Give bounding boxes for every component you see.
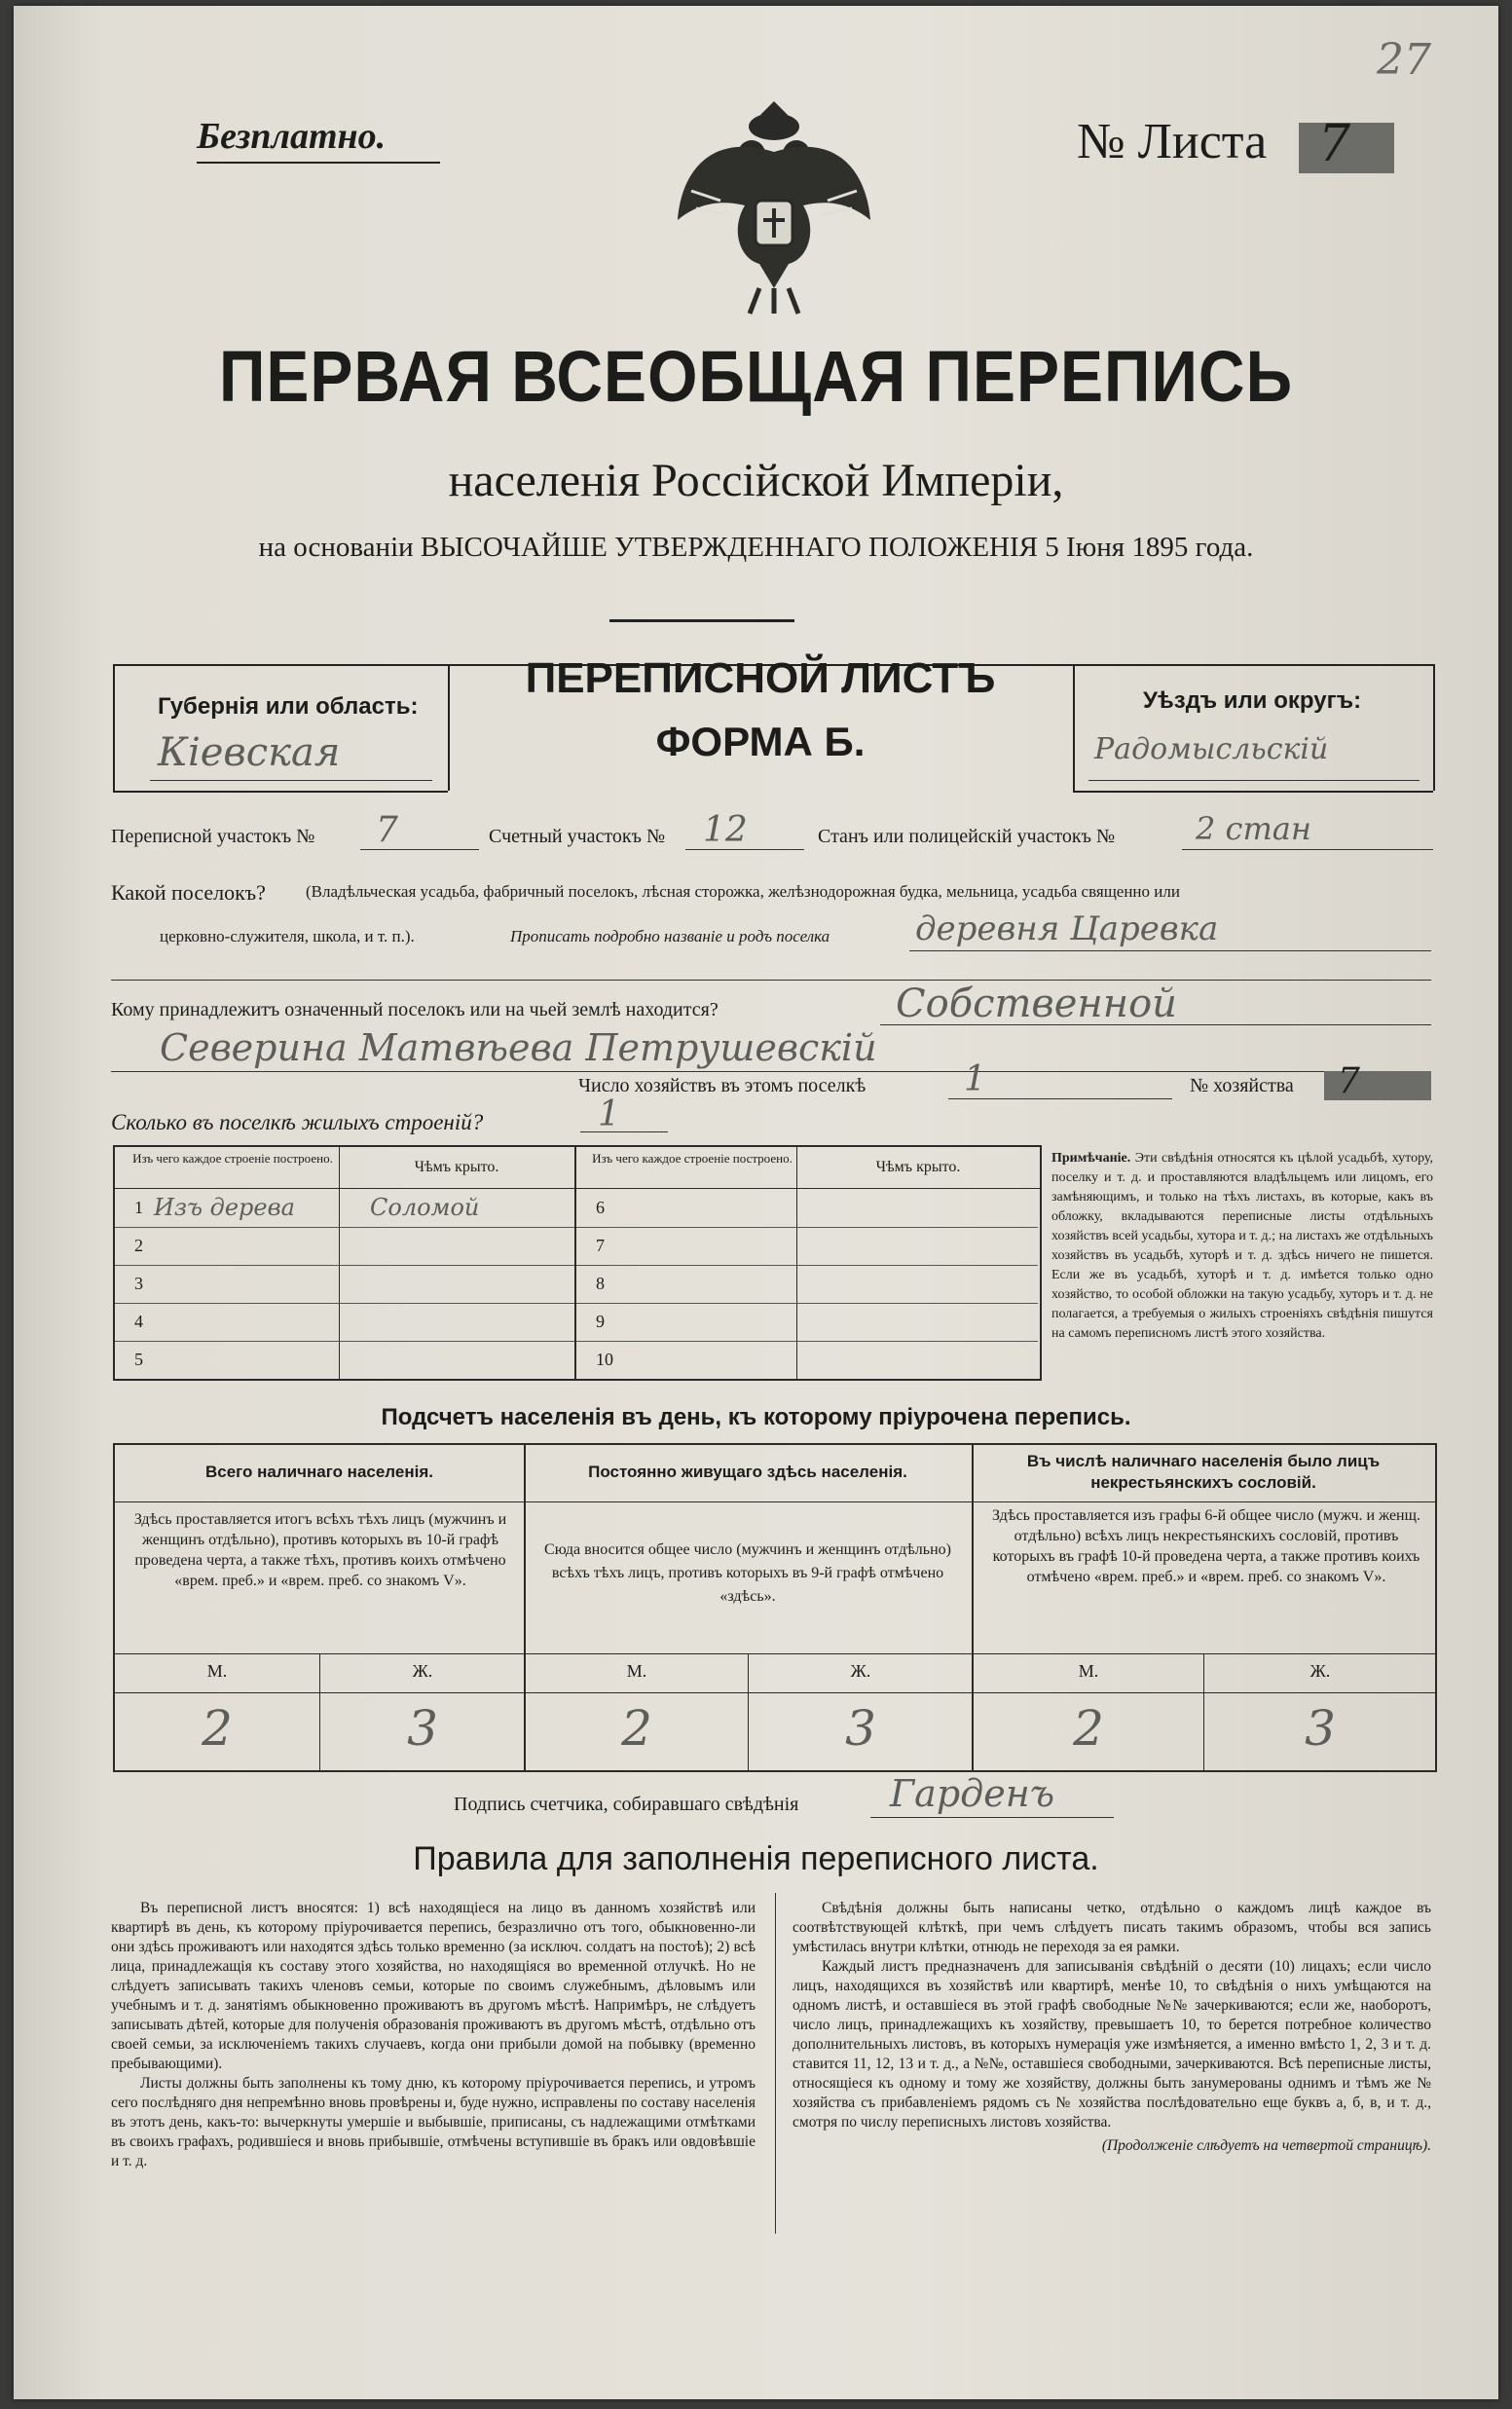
counting-district-value: 12	[703, 810, 748, 850]
col-material-right: Изъ чего каждое строеніе построено.	[592, 1151, 793, 1166]
imperial-eagle-icon	[672, 93, 876, 317]
district-line	[1088, 780, 1420, 781]
rules-continued: (Продолженіе слѣдуетъ на четвертой страницѣ).	[1101, 2137, 1431, 2154]
buildings-table-head-line	[115, 1188, 1040, 1189]
households-value: 1	[964, 1059, 986, 1099]
pop-desc-line	[115, 1653, 1435, 1654]
rules-title: Правила для заполненія переписного листа.	[413, 1840, 1099, 1877]
row-number: 7	[596, 1236, 605, 1255]
counting-district-label: Счетный участокъ №	[489, 826, 666, 847]
col-roof-right: Чѣмъ крыто.	[875, 1159, 961, 1175]
col-roof-left: Чѣмъ крыто.	[414, 1159, 499, 1175]
buildings-label: Сколько въ поселкѣ жилыхъ строеній?	[111, 1110, 484, 1134]
census-district-label: Переписной участокъ №	[111, 826, 315, 847]
row-number: 2	[134, 1236, 143, 1255]
province-label: Губернія или область:	[158, 693, 419, 720]
district-value: Радомысльскій	[1094, 732, 1329, 766]
buildings-value: 1	[598, 1094, 620, 1134]
row-roof: Соломой	[370, 1194, 480, 1221]
pop-nonpeasant-female: 3	[1305, 1700, 1336, 1757]
census-district-line	[360, 849, 479, 850]
owner-value-2: Северина Матвѣева Петрушевскій	[160, 1026, 877, 1069]
col-material-left: Изъ чего каждое строеніе построено.	[132, 1151, 333, 1166]
population-title: Подсчетъ населенія въ день, къ которому пріурочена перепись.	[381, 1404, 1131, 1430]
rules-column-divider	[775, 1893, 776, 2234]
pop-nonpeasant-male: 2	[1073, 1700, 1104, 1757]
signature-line	[870, 1817, 1114, 1818]
pop-permanent-male: 2	[621, 1700, 652, 1757]
population-table	[113, 1443, 1437, 1772]
pop-head-line	[115, 1501, 1435, 1502]
form-name: ФОРМА Б.	[655, 719, 866, 764]
page-subtitle: населенія Россійской Имперіи,	[448, 455, 1064, 506]
pop-col-1-desc: Здѣсь проставляется итогъ всѣхъ тѣхъ лицъ (мужчинъ и женщинъ отдѣльно), противъ которыхъ въ 10-й графѣ проведена черта, а также тѣхъ, противъ коихъ отмѣчено «врем. преб.» и «врем. преб. со знакомъ V».	[133, 1511, 507, 1589]
row-number: 8	[596, 1274, 605, 1293]
corner-page-number: 27	[1377, 35, 1431, 85]
row-number: 5	[134, 1350, 143, 1369]
owner-line-2	[111, 1071, 1431, 1072]
pop-mf-line	[115, 1692, 1435, 1693]
sheet-title: ПЕРЕПИСНОЙ ЛИСТЪ	[525, 654, 996, 702]
table-row	[576, 1342, 1038, 1379]
rules-left-p1: Въ переписной листъ вносятся: 1) всѣ находящіеся на лицо въ данномъ хозяйствѣ или квартирѣ въ день, къ которому пріурочивается перепись, безразлично отъ того, обыкновенно-ли они здѣсь проживаютъ или находятся здѣсь только временно (за исключ. солдатъ на постоѣ); 2) всѣ лица, принадлежащія къ составу этого хозяйства, но находящіяся во временной отлучкѣ. Но не слѣдуетъ записывать такихъ членовъ семьи, которые по своимъ служебнымъ, дѣловымъ или учебнымъ и т. д. занятіямъ обыкновенно проживаютъ въ другомъ мѣстѣ. Напримѣръ, не слѣдуетъ записывать дѣтей, которые для полученія образованія проживаютъ въ другомъ мѣстѣ, отдѣльно отъ своей семьи, за исключеніемъ такихъ случаевъ, когда они прибыли домой на побывку (временно пребывающими).	[111, 1900, 756, 2072]
f-label-1: Ж.	[412, 1661, 433, 1681]
free-label-underline	[197, 162, 440, 164]
f-label-3: Ж.	[1309, 1661, 1331, 1681]
page-basis-line: на основаніи ВЫСОЧАЙШЕ УТВЕРЖДЕННАГО ПОЛОЖЕНІЯ 5 Іюня 1895 года.	[258, 532, 1254, 563]
settlement-extra-line	[111, 980, 1431, 981]
rules-right-column	[793, 1899, 1431, 2156]
pop-col-3-desc: Здѣсь проставляется изъ графы 6-й общее число (мужч. и женщ. отдѣльно) всѣхъ лицъ некрестьянскихъ сословій, противъ которыхъ въ графѣ 10-й проведена черта, а также противъ коихъ отмѣчено «врем. преб.» и «врем. преб. со знакомъ V».	[992, 1507, 1420, 1585]
owner-value-1: Собственной	[896, 982, 1177, 1026]
m-label-1: М.	[206, 1661, 228, 1681]
table-row	[576, 1266, 1038, 1304]
row-number: 10	[596, 1350, 613, 1369]
table-row	[576, 1304, 1038, 1342]
pop-permanent-female: 3	[845, 1700, 876, 1757]
row-number: 6	[596, 1198, 605, 1217]
note-text: Эти свѣдѣнія относятся къ цѣлой усадьбѣ, хутору, поселку и т. д. и проставляются владѣльцемъ или лицомъ, его замѣняющимъ, и только на тѣхъ листахъ, въ которые, какъ въ обложку, вкладываются переписные листы отдѣльныхъ хозяйствъ всей усадьбы, хутора и т. д.; на листахъ же отдѣльныхъ хозяйствъ въ усадьбѣ, хуторѣ и т. д. здѣсь ничего не пишется. Если же въ усадьбѣ, хуторѣ и т. д. имѣется только одно хозяйство, то особой обложки на такую усадьбу, хуторъ и т. д. не полагается, а требуемыя о жилыхъ строеніяхъ свѣдѣнія пишутся на самомъ переписномъ листѣ этого хозяйства.	[1051, 1151, 1434, 1341]
row-number: 4	[134, 1312, 143, 1331]
table-row	[115, 1190, 574, 1228]
settlement-value: деревня Царевка	[915, 909, 1219, 948]
row-material: Изъ дерева	[154, 1194, 295, 1221]
page-title: ПЕРВАЯ ВСЕОБЩАЯ ПЕРЕПИСЬ	[218, 335, 1294, 417]
right-box-bottom	[1073, 791, 1433, 793]
settlement-hint-3: Прописать подробно названіе и родъ поселка	[510, 927, 830, 945]
stan-line	[1182, 849, 1433, 850]
pop-total-female: 3	[407, 1700, 438, 1757]
note-title: Примѣчаніе.	[1051, 1151, 1131, 1166]
pop-mf-sep-3	[1203, 1653, 1204, 1770]
left-box-bottom	[113, 791, 448, 793]
rules-left-column	[111, 1899, 756, 2171]
buildings-rows-left	[115, 1190, 574, 1379]
right-box-divider	[1073, 664, 1075, 791]
row-number: 1	[134, 1198, 143, 1217]
buildings-rows-right	[576, 1190, 1038, 1379]
counting-district-line	[685, 849, 804, 850]
buildings-note	[1051, 1149, 1433, 1344]
pop-col-2-desc: Сюда вносится общее число (мужчинъ и женщинъ отдѣльно) всѣхъ тѣхъ лицъ, противъ которыхъ въ 9-й графѣ отмѣчено «здѣсь».	[544, 1541, 951, 1605]
m-label-2: М.	[626, 1661, 647, 1681]
table-row	[576, 1228, 1038, 1266]
pop-col-2-head: Постоянно живущаго здѣсь населенія.	[588, 1463, 907, 1481]
table-row	[115, 1304, 574, 1342]
signature-label: Подпись счетчика, собиравшаго свѣдѣнія	[454, 1794, 799, 1815]
district-label: Уѣздъ или округъ:	[1143, 687, 1362, 714]
owner-line-1	[880, 1024, 1431, 1025]
table-row	[576, 1190, 1038, 1228]
free-label: Безплатно.	[197, 116, 387, 157]
pop-total-male: 2	[202, 1700, 233, 1757]
rules-right-p1: Свѣдѣнія должны быть написаны четко, отдѣльно о каждомъ лицѣ каждое въ соотвѣтствующей клѣткѣ, при чемъ слѣдуетъ писать такимъ образомъ, чтобы вся запись умѣстилась внутри клѣтки, отнюдь не переходя за ея рамки.	[793, 1900, 1431, 1955]
m-label-3: М.	[1078, 1661, 1099, 1681]
province-value: Кіевская	[158, 730, 341, 775]
pop-col-3-head: Въ числѣ наличнаго населенія было лицъ некрестьянскихъ сословій.	[1026, 1452, 1381, 1492]
signature-value: Гарденъ	[890, 1772, 1055, 1815]
sheet-number-value: 7	[1318, 115, 1351, 173]
rules-left-p2: Листы должны быть заполнены къ тому дню, къ которому пріурочивается перепись, и утромъ сего послѣдняго дня непремѣнно вновь провѣрены и, буде нужно, исправлены по составу населенія въ этотъ день, какъ-то: вычеркнуты умершіе и выбывшіе, приписаны, съ надлежащими отмѣтками въ своихъ графахъ, родившіеся и вновь прибывшіе, отмѣчены вступившіе въ бракъ или овдовѣвшіе и т. д.	[111, 2075, 756, 2169]
buildings-table	[113, 1145, 1042, 1381]
row-number: 3	[134, 1274, 143, 1293]
pop-mf-sep-2	[748, 1653, 749, 1770]
settlement-hint-2: церковно-служителя, школа, и т. п.).	[160, 927, 415, 945]
table-row	[115, 1342, 574, 1379]
table-row	[115, 1228, 574, 1266]
buildings-line	[580, 1131, 668, 1132]
pop-col-1-head: Всего наличнаго населенія.	[205, 1463, 433, 1481]
f-label-2: Ж.	[850, 1661, 871, 1681]
pop-mf-sep-1	[319, 1653, 320, 1770]
household-no-label: № хозяйства	[1190, 1075, 1294, 1096]
households-line	[948, 1098, 1172, 1099]
settlement-line	[909, 950, 1431, 951]
settlement-hint-1: (Владѣльческая усадьба, фабричный поселокъ, лѣсная сторожка, желѣзнодорожная будка, мельница, усадьба священно или	[306, 882, 1180, 901]
households-label: Число хозяйствъ въ этомъ поселкѣ	[578, 1075, 867, 1096]
left-box-edge	[113, 664, 115, 791]
settlement-label: Какой поселокъ?	[111, 880, 266, 905]
stan-label: Станъ или полицейскій участокъ №	[818, 826, 1116, 847]
province-line	[150, 780, 432, 781]
table-row	[115, 1266, 574, 1304]
stan-value: 2 стан	[1196, 810, 1311, 847]
right-box-edge	[1433, 664, 1435, 791]
household-no-value: 7	[1338, 1061, 1360, 1101]
census-district-value: 7	[376, 810, 398, 850]
row-number: 9	[596, 1312, 605, 1331]
owner-label: Кому принадлежитъ означенный поселокъ или на чьей землѣ находится?	[111, 999, 719, 1020]
title-rule	[609, 619, 794, 622]
rules-right-p2: Каждый листъ предназначенъ для записыванія свѣдѣній о десяти (10) лицахъ; если число лицъ, находящихся въ хозяйствѣ или квартирѣ, менѣе 10, то свѣдѣнія о нихъ умѣщаются на одномъ листѣ, и оставшіеся въ этой графѣ свободные №№ зачеркиваются; если же, наоборотъ, число лицъ, принадлежащихъ къ хозяйству, превышаетъ 10, то берется потребное количество дополнительныхъ листовъ, въ которыхъ нумерація уже измѣняется, а именно вмѣсто 1, 2, 3 и т. д. ставится 11, 12, 13 и т. д., а №№, оставшіеся свободными, зачеркиваются. Всѣ переписные листы, относящіеся къ одному и тому же хозяйству, должны быть занумерованы однимъ и тѣмъ же № хозяйства съ прибавленіемъ рядомъ съ № хозяйства послѣдовательно еще буквъ а, б, в, и т. д., смотря по числу переписныхъ листовъ хозяйства.	[793, 1958, 1431, 2131]
sheet-number-label: № Листа	[1077, 114, 1268, 169]
census-form-page	[14, 6, 1498, 2399]
